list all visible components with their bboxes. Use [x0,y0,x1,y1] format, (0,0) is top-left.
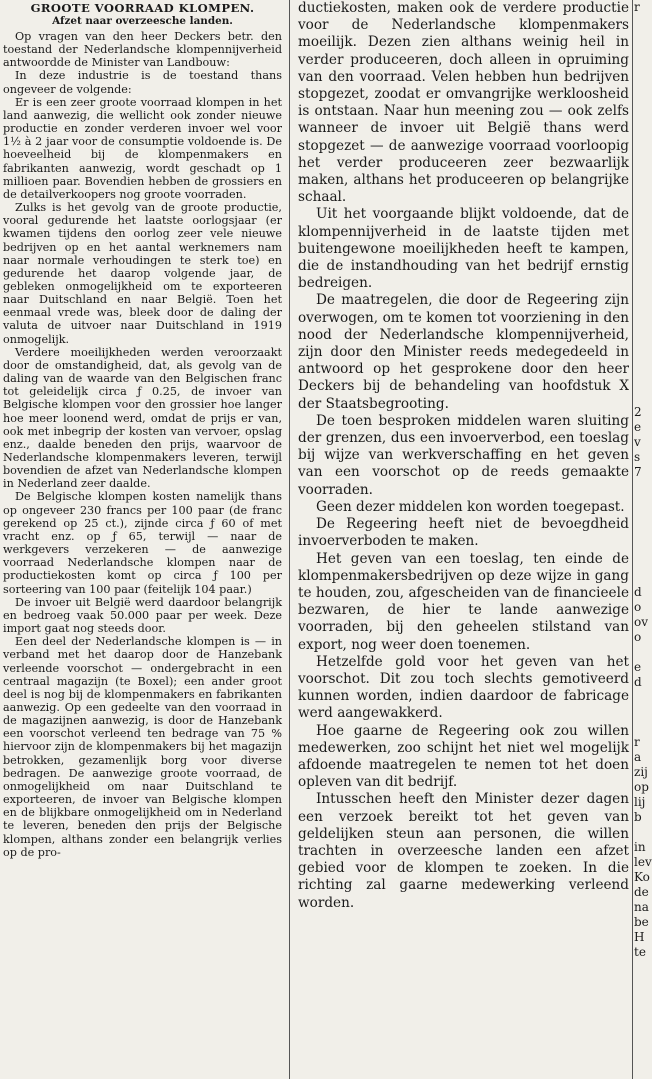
column-fragment-line: v [634,435,641,449]
column-fragment-line: o [634,600,642,614]
column-rule [632,0,633,1079]
column-fragment-line: Ko [634,870,650,884]
article-headline: GROOTE VOORRAAD KLOMPEN. [30,1,255,15]
column-fragment-line: r [634,0,640,14]
paragraph: Op vragen van den heer Deckers betr. den toestand der Nederlandsche klompennijverheid antwoordde de Minister van Landbouw: [3,30,282,70]
column-fragment-line: 2 [634,405,642,419]
paragraph: Er is een zeer groote voorraad klompen in het land aanwezig, die wellicht ook zonder nieuwe productie en zonder verderen invoer wel voor 1½ à 2 jaar voor de consumptie voldoende is. De hoeveelheid bij de klompenmakers en fabrikanten aanwezig, wordt geschadt op 1 millioen paar. Bovendien hebben de grossiers en de detailverkoopers nog groote voorraden. [3,95,282,201]
column-fragment-line [634,75,649,90]
column-fragment-line [634,105,649,120]
column-fragment-line [634,705,649,720]
paragraph: De toen besproken middelen waren sluiting der grenzen, dus een invoerverbod, een toeslag bij wijze van werkverschaffing en het geven van een voorschot op de reeds gemaakte voorraden. [298,412,629,498]
paragraph: In deze industrie is de toestand thans ongeveer de volgende: [3,69,282,96]
column-fragment-line: na [634,900,649,914]
paragraph: De Regeering heeft niet de bevoegdheid invoerverboden te maken. [298,516,629,550]
column-fragment-line [634,60,649,75]
column-fragment-line [634,525,649,540]
column-fragment-line [634,270,649,285]
paragraph: Een deel der Nederlandsche klompen is — in verband met het daarop door de Hanzebank verleende voorschot — ondergebracht in een centraal magazijn (te Boxel); een ander groot deel is nog bij de klompenmakers en fabrikanten aanwezig. Op een gedeelte van den voorraad in de magazijnen aanwezig, is door de Hanzebank een voorschot verleend ten bedrage van 75 % hiervoor zijn de klompenmakers bij het magazijn betrokken, gezamenlijk borg voor diverse bedragen. De aanwezige groote voorraad, de onmogelijkheid om naar Duitschland te exporteeren, de invoer van Belgische klompen en de blijkbare onmogelijkheid om in Nederland te leveren, beneden den prijs der Belgische klompen, althans zonder een belangrijk verlies op de pro- [3,635,282,859]
column-fragment-line [634,495,649,510]
column-fragment-line [634,720,649,735]
paragraph: De invoer uit België werd daardoor belangrijk en bedroeg vaak 50.000 paar per week. Deze import gaat nog steeds door. [3,595,282,636]
column-fragment-line [634,375,649,390]
column-fragment-line: e [634,420,642,434]
column-fragment-line [634,285,649,300]
column-fragment-line: te [634,945,646,959]
paragraph: De Belgische klompen kosten namelijk thans op ongeveer 230 francs per 100 paar (de franc gerekend op 25 ct.), zijnde circa ƒ 60 of met vracht enz. op ƒ 65, terwijl — naar de werkgevers verzekeren — de aanwezige voorraad Nederlandsche klompen naar de productiekosten komt op circa ƒ 100 per sorteering van 100 paar (feitelijk 104 paar.) [3,490,282,596]
column-fragment-line [634,480,649,495]
column-fragment-line: d [634,585,642,599]
column-fragment-line [634,330,649,345]
column-fragment-line: b [634,810,642,824]
column-fragment-line [634,345,649,360]
column-fragment-line [634,555,649,570]
column-fragment-line [634,510,649,525]
middle-column [298,0,629,1079]
column-fragment-line: de [634,885,649,899]
column-fragment-line [634,690,649,705]
paragraph: Geen dezer middelen kon worden toegepast. [316,498,625,515]
column-fragment-line: s [634,450,641,464]
column-fragment-line [634,360,649,375]
paragraph: Hoe gaarne de Regeering ook zou willen medewerken, zoo schijnt het niet wel mogelijk afdoende maatregelen te nemen tot het doen opleven van dit bedrijf. [298,722,629,791]
column-fragment-line [634,390,649,405]
column-fragment-line [634,255,649,270]
column-fragment-line [634,165,649,180]
column-fragment-line [634,195,649,210]
column-fragment-line: be [634,915,649,929]
column-fragment-line: H [634,930,645,944]
column-fragment-line: a [634,750,642,764]
column-fragment-line [634,150,649,165]
column-fragment-line: zij [634,765,648,779]
column-fragment-line [634,825,649,840]
column-fragment-line [634,120,649,135]
article-subhead: Afzet naar overzeesche landen. [52,15,233,27]
paragraph: Zulks is het gevolg van de groote productie, vooral gedurende het laatste oorlogsjaar (er kwamen tijdens den oorlog zeer vele nieuwe bedrijven op en het aantal werknemers nam naar normale verhoudingen te sterk toe) en gedurende het daarop volgende jaar, de gebleken onmogelijkheid om te exporteeren naar Duitschland en naar België. Toen het eenmaal vrede was, bleek door de daling der valuta de uitvoer naar Duitschland in 1919 onmogelijk. [3,201,282,346]
paragraph: Uit het voorgaande blijkt voldoende, dat de klompennijverheid in de laatste tijden met buitengewone moeilijkheden heeft te kampen, die de instandhouding van het bedrijf ernstig bedreigen. [298,206,629,292]
column-fragment-line [634,570,649,585]
column-fragment-line [634,135,649,150]
right-column-fragment [634,0,652,1079]
column-fragment-line: e [634,660,642,674]
column-fragment-line [634,15,649,30]
paragraph: Intusschen heeft den Minister dezer dagen een verzoek bereikt tot het geven van geldelijken steun aan personen, die willen trachten in overzeesche landen een afzet gebied voor de klompen te zoeken. In die richting zal gaarne medewerking verleend worden. [298,791,629,911]
left-column [3,0,282,1079]
column-rule [289,0,290,1079]
column-fragment-line: 7 [634,465,642,479]
column-fragment-line: lev [634,855,652,869]
column-fragment-line [634,225,649,240]
column-fragment-line [634,210,649,225]
column-fragment-line [634,30,649,45]
column-fragment-line [634,90,649,105]
column-fragment-line [634,45,649,60]
column-fragment-line: ov [634,615,649,629]
paragraph: Verdere moeilijkheden werden veroorzaakt door de omstandigheid, dat, als gevolg van de daling van de waarde van den Belgischen franc tot geleidelijk circa ƒ 0.25, de invoer van Belgische klompen voor den grossier hoe langer hoe meer loonend werd, omdat de prijs er van, ook met inbegrip der kosten van vervoer, opslag enz., daalde beneden den prijs, waarvoor de Nederlandsche klompenmakers leveren, terwijl bovendien de afzet van Nederlandsche klompen in Nederland zeer daalde. [3,345,282,491]
column-fragment-line [634,180,649,195]
column-fragment-line: o [634,630,642,644]
column-fragment-line [634,315,649,330]
column-fragment-line: d [634,675,642,689]
paragraph: De maatregelen, die door de Regeering zijn overwogen, om te komen tot voorziening in den nood der Nederlandsche klompennijverheid, zijn door den Minister reeds medegedeeld in antwoord op het gesprokene door den heer Deckers bij de behandeling van hoofdstuk X der Staatsbegrooting. [298,292,629,412]
column-fragment-line: lij [634,795,646,809]
column-fragment-line: in [634,840,646,854]
paragraph: ductiekosten, maken ook de verdere productie voor de Nederlandsche klompenmakers moeilijk. Dezen zien althans weinig heil in verder produceeren, doch alleen in opruiming van den voorraad. Velen hebben hun bedrijven stopgezet, zoodat er omvangrijke werkloosheid is ontstaan. Naar hun meening zou — ook zelfs wanneer de invoer uit België thans werd stopgezet — de aanwezige voorraad voorloopig het verder produceeren zeer bezwaarlijk maken, althans het produceeren op belangrijke schaal. [298,0,629,206]
paragraph: Hetzelfde gold voor het geven van het voorschot. Dit zou toch slechts gemotiveerd kunnen worden, indien daardoor de fabricage werd aangewakkerd. [298,653,629,722]
column-fragment-line [634,645,649,660]
column-fragment-line [634,540,649,555]
column-fragment-line: op [634,780,649,794]
column-fragment-line [634,300,649,315]
column-fragment-line: r [634,735,640,749]
paragraph: Het geven van een toeslag, ten einde de klompenmakersbedrijven op deze wijze in gang te houden, zou, afgescheiden van de financieele bezwaren, de hier te lande aanwezige voorraden, bij den geheelen stilstand van export, nog weer doen toenemen. [298,550,629,653]
column-fragment-line [634,240,649,255]
